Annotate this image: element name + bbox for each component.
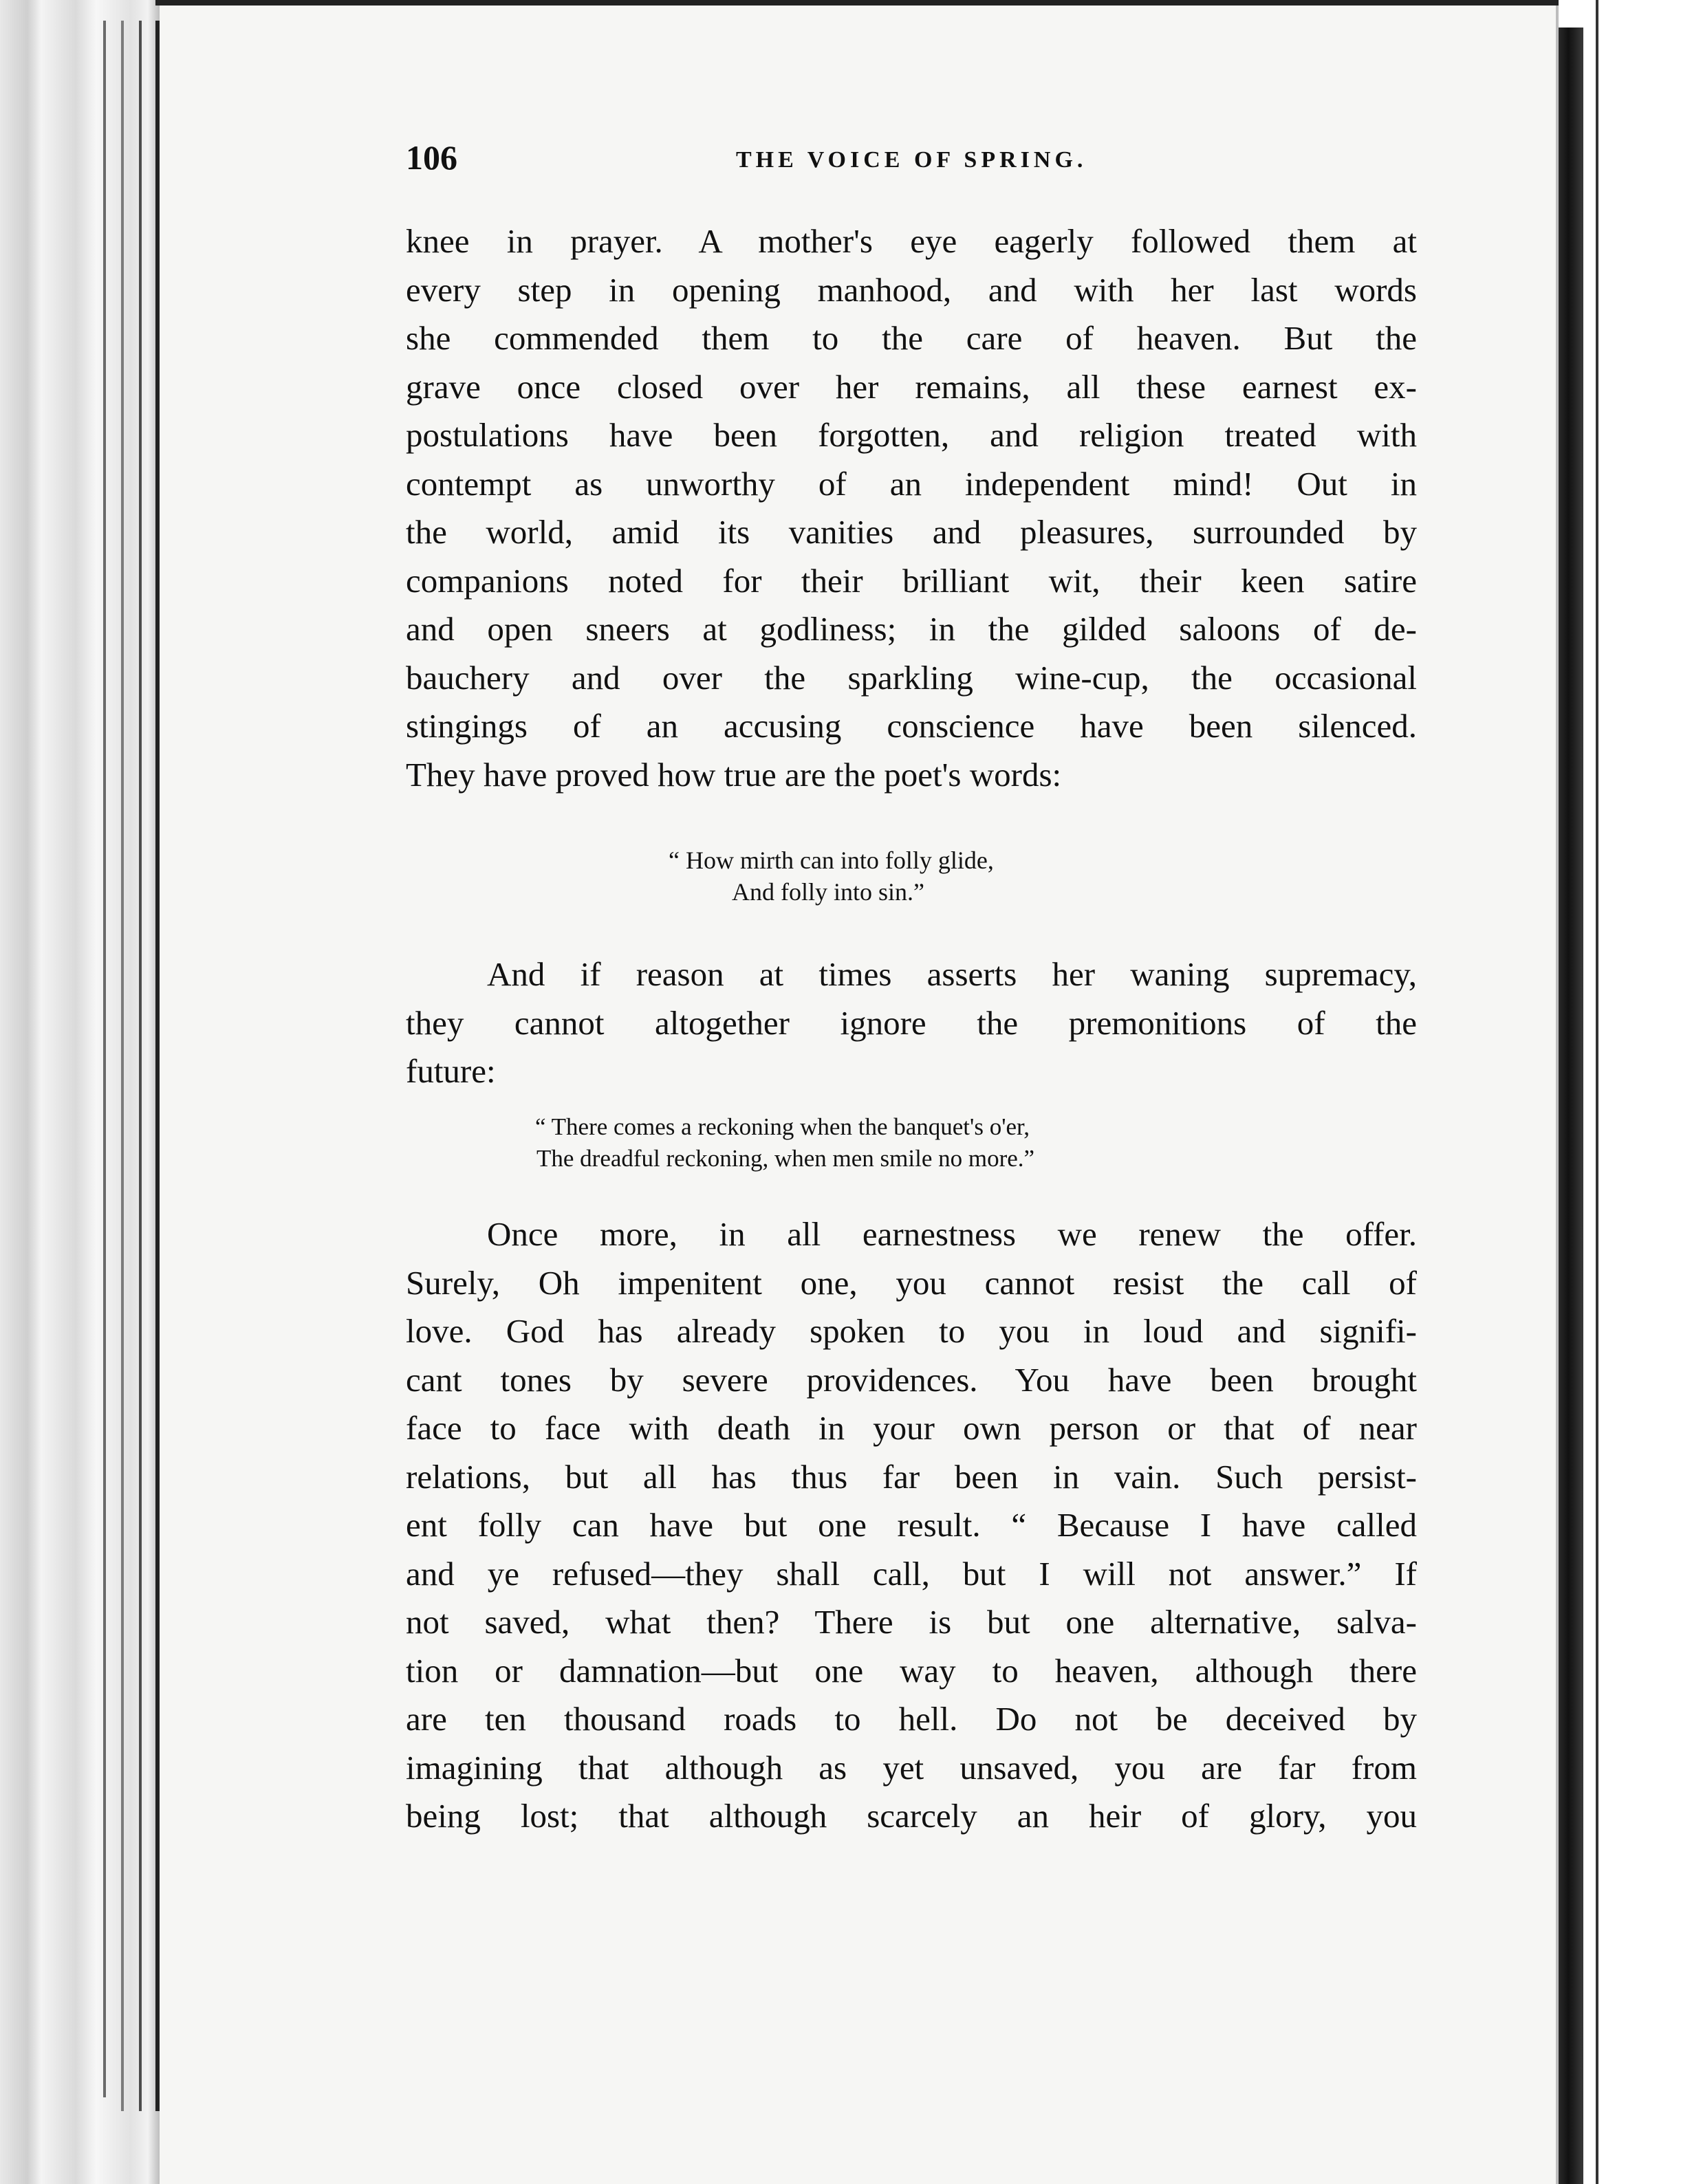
text-line: Once more, in all earnestness we renew the offer. bbox=[487, 1215, 1417, 1253]
text-line: companions noted for their brilliant wit, their keen satire bbox=[406, 561, 1417, 600]
text-line: ent folly can have but one result. “ Because I have called bbox=[406, 1506, 1417, 1544]
text-line: are ten thousand roads to hell. Do not be deceived by bbox=[406, 1700, 1417, 1738]
text-line: being lost; that although scarcely an heir of glory, you bbox=[406, 1797, 1417, 1835]
text-line: cant tones by severe providences. You have been brought bbox=[406, 1360, 1417, 1399]
running-title: THE VOICE OF SPRING. bbox=[736, 147, 1087, 173]
text-line: imagining that although as yet unsaved, you are far from bbox=[406, 1748, 1417, 1787]
page-edge-line bbox=[121, 21, 124, 2111]
text-line: and ye refused—they shall call, but I will not answer.” If bbox=[406, 1554, 1417, 1593]
text-line: Surely, Oh impenitent one, you cannot resist the call of bbox=[406, 1263, 1417, 1302]
verse-line: “ There comes a reckoning when the banquet's o'er, bbox=[535, 1113, 1030, 1140]
text-line: future: bbox=[406, 1052, 496, 1090]
text-line: love. God has already spoken to you in loud and signifi- bbox=[406, 1312, 1417, 1350]
book-gutter bbox=[1559, 28, 1583, 2184]
verse-quote-2 bbox=[535, 1111, 1034, 1175]
paragraph-1 bbox=[406, 217, 1417, 799]
text-line: she commended them to the care of heaven. But the bbox=[406, 319, 1417, 357]
text-line: bauchery and over the sparkling wine-cup, the occasional bbox=[406, 658, 1417, 697]
text-line: tion or damnation—but one way to heaven, although there bbox=[406, 1651, 1417, 1690]
paragraph-2 bbox=[406, 950, 1417, 1096]
text-line: face to face with death in your own person or that of near bbox=[406, 1409, 1417, 1447]
text-line: not saved, what then? There is but one alternative, salva- bbox=[406, 1603, 1417, 1641]
verse-line: The dreadful reckoning, when men smile no more.” bbox=[536, 1145, 1035, 1172]
page-number: 106 bbox=[406, 138, 457, 177]
verse-quote-1 bbox=[669, 844, 994, 908]
page-edge-line bbox=[139, 21, 142, 2111]
text-line: they cannot altogether ignore the premonitions of the bbox=[406, 1003, 1417, 1042]
text-line: knee in prayer. A mother's eye eagerly followed them at bbox=[406, 222, 1417, 260]
running-header bbox=[406, 138, 1417, 179]
text-line: They have proved how true are the poet's words: bbox=[406, 755, 1062, 794]
verse-line: And folly into sin.” bbox=[732, 878, 924, 906]
text-line: and open sneers at godliness; in the gilded saloons of de- bbox=[406, 610, 1417, 648]
page-edge-top bbox=[155, 0, 1559, 6]
paragraph-3 bbox=[406, 1210, 1417, 1841]
text-line: every step in opening manhood, and with her last words bbox=[406, 270, 1417, 309]
facing-page-edge bbox=[1596, 0, 1598, 2184]
text-line: And if reason at times asserts her waning supremacy, bbox=[487, 955, 1417, 993]
verse-line: “ How mirth can into folly glide, bbox=[669, 847, 994, 874]
page-edges-left bbox=[0, 0, 172, 2184]
text-line: stingings of an accusing conscience have been silenced. bbox=[406, 707, 1417, 745]
text-line: the world, amid its vanities and pleasures, surrounded by bbox=[406, 513, 1417, 551]
text-line: contempt as unworthy of an independent mind! Out in bbox=[406, 464, 1417, 503]
page-edge-line bbox=[103, 21, 106, 2097]
text-line: relations, but all has thus far been in vain. Such persist- bbox=[406, 1457, 1417, 1496]
text-line: postulations have been forgotten, and religion treated with bbox=[406, 416, 1417, 454]
text-line: grave once closed over her remains, all these earnest ex- bbox=[406, 367, 1417, 406]
